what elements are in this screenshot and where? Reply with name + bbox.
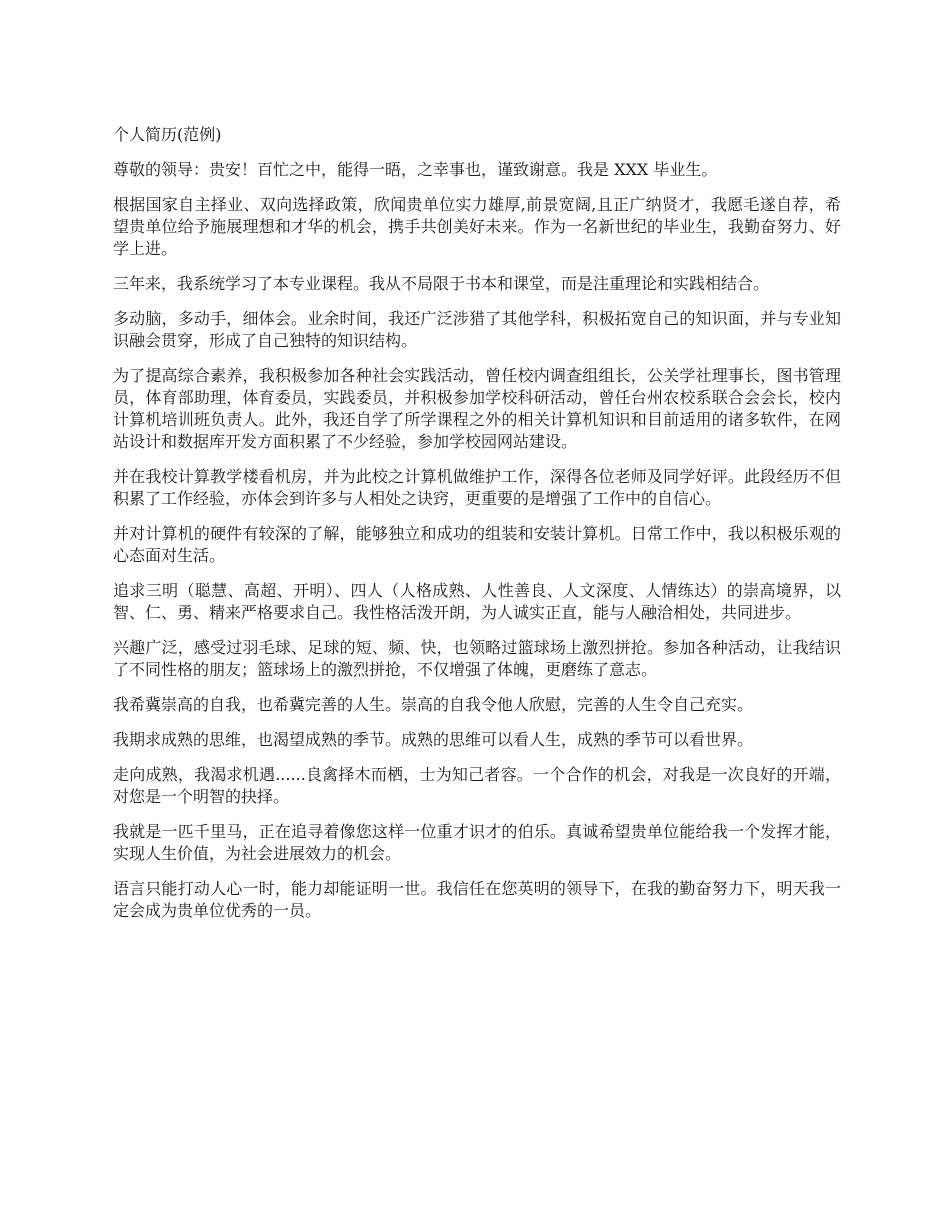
paragraph-knowledge: 多动脑，多动手，细体会。业余时间，我还广泛涉猎了其他学科，积极拓宽自己的知识面，并与专业知识融会贯穿，形成了自己独特的知识结构。: [113, 309, 841, 350]
paragraph-aspiration-self: 我希冀崇高的自我，也希冀完善的人生。崇高的自我令他人欣慰，完善的人生令自己充实。: [113, 695, 754, 714]
paragraph-activities: 为了提高综合素养，我积极参加各种社会实践活动，曾任校内调查组组长，公关学社理事长，图书管理员，体育部助理，体育委员，实践委员，并积极参加学校科研活动，曾任台州农校系联合会会长，校内计算机培训班负责人。此外，我还自学了所学课程之外的相关计算机知识和目前适用的诸多软件，在网站设计和数据库开发方面积累了不少经验，参加学校园网站建设。: [113, 366, 841, 451]
document-body: [113, 124, 841, 935]
paragraph-interests: 兴趣广泛，感受过羽毛球、足球的短、频、快，也领略过篮球场上激烈拼抢。参加各种活动，让我结识了不同性格的朋友；篮球场上的激烈拼抢，不仅增强了体魄，更磨练了意志。: [113, 638, 841, 679]
paragraph-self-recommendation: 根据国家自主择业、双向选择政策，欣闻贵单位实力雄厚,前景宽阔,且正广纳贤才，我愿毛遂自荐，希望贵单位给予施展理想和才华的机会，携手共创美好未来。作为一名新世纪的毕业生，我勤奋努力、好学上进。: [113, 195, 841, 258]
paragraph-study: 三年来，我系统学习了本专业课程。我从不局限于书本和课堂，而是注重理论和实践相结合。: [113, 274, 770, 293]
paragraph-greeting: 尊敬的领导：贵安！百忙之中，能得一晤，之幸事也，谨致谢意。我是 XXX 毕业生。: [113, 160, 718, 179]
paragraph-request: 我就是一匹千里马，正在追寻着像您这样一位重才识才的伯乐。真诚希望贵单位能给我一个发挥才能，实现人生价值，为社会进展效力的机会。: [113, 822, 841, 863]
paragraph-lab-work: 并在我校计算教学楼看机房，并为此校之计算机做维护工作，深得各位老师及同学好评。此段经历不但积累了工作经验，亦体会到许多与人相处之诀窍，更重要的是增强了工作中的自信心。: [113, 467, 841, 508]
paragraph-opportunity: 走向成熟，我渴求机遇......良禽择木而栖，士为知己者容。一个合作的机会，对我是一次良好的开端，对您是一个明智的抉择。: [113, 765, 841, 806]
paragraph-hardware: 并对计算机的硬件有较深的了解，能够独立和成功的组装和安装计算机。日常工作中，我以积极乐观的心态面对生活。: [113, 524, 841, 565]
paragraph-aspiration-maturity: 我期求成熟的思维，也渴望成熟的季节。成熟的思维可以看人生，成熟的季节可以看世界。: [113, 730, 754, 749]
paragraph-closing: 语言只能打动人心一时，能力却能证明一世。我信任在您英明的领导下，在我的勤奋努力下，明天我一定会成为贵单位优秀的一员。: [113, 879, 841, 920]
document-title: 个人简历(范例): [113, 125, 222, 144]
paragraph-character: 追求三明（聪慧、高超、开明）、四人（人格成熟、人性善良、人文深度、人情练达）的崇高境界，以智、仁、勇、精来严格要求自己。我性格活泼开朗，为人诚实正直，能与人融洽相处，共同进步。: [113, 581, 841, 622]
